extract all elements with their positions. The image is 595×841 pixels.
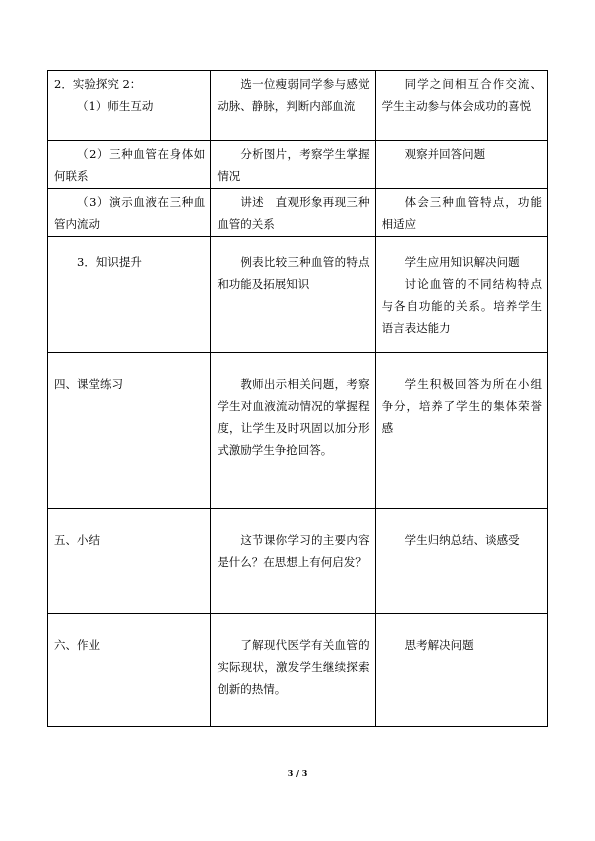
table-row [48, 141, 548, 189]
teacher-activity-cell [211, 71, 375, 141]
student-activity-text: 观察并回答问题 [404, 147, 486, 161]
teacher-activity-text: 例表比较三种血管的特点和功能及拓展知识 [217, 255, 370, 291]
step-cell [48, 614, 211, 727]
student-activity-cell [375, 614, 547, 727]
teacher-activity-text: 这节课你学习的主要内容是什么？在思想上有何启发？ [217, 533, 370, 569]
step-text: （3）演示血液在三种血管内流动 [54, 195, 206, 231]
teacher-activity-cell [211, 353, 375, 509]
lesson-plan-table [47, 70, 548, 727]
student-activity-text: 体会三种血管特点，功能相适应 [381, 195, 542, 231]
step-cell [48, 189, 211, 237]
teacher-activity-cell [211, 237, 375, 353]
page-number: 3 / 3 [287, 768, 308, 778]
student-activity-cell [375, 71, 547, 141]
teacher-activity-cell [211, 141, 375, 189]
student-activity-text: 思考解决问题 [404, 638, 474, 652]
step-cell [48, 141, 211, 189]
student-activity-cell [375, 141, 547, 189]
step-cell [48, 237, 211, 353]
student-activity-cell [375, 353, 547, 509]
step-text: 六、作业 [54, 638, 100, 652]
teacher-activity-text: 教师出示相关问题，考察学生对血液流动情况的掌握程度，让学生及时巩固以加分形式激励学生争抢回答。 [217, 377, 370, 457]
table-row [48, 614, 548, 727]
student-activity-cell [375, 237, 547, 353]
step-text: 四、课堂练习 [54, 377, 123, 391]
step-cell [48, 509, 211, 614]
step-text: （1）师生互动 [77, 99, 154, 113]
student-activity-text: 讨论血管的不同结构特点与各自功能的关系。培养学生语言表达能力 [381, 277, 542, 335]
student-activity-cell [375, 189, 547, 237]
table-row [48, 189, 548, 237]
teacher-activity-text: 讲述 直观形象再现三种血管的关系 [217, 195, 370, 231]
teacher-activity-text: 分析图片，考察学生掌握情况 [217, 147, 370, 183]
teacher-activity-cell [211, 614, 375, 727]
table-row [48, 237, 548, 353]
step-cell [48, 71, 211, 141]
step-text: 2．实验探究 2： [54, 77, 142, 91]
table-row [48, 509, 548, 614]
teacher-activity-text: 选一位瘦弱同学参与感觉动脉、静脉，判断内部血流 [217, 77, 370, 113]
student-activity-text: 同学之间相互合作交流、学生主动参与体会成功的喜悦 [381, 77, 542, 113]
table-row [48, 353, 548, 509]
teacher-activity-cell [211, 189, 375, 237]
student-activity-cell [375, 509, 547, 614]
step-text: （2）三种血管在身体如何联系 [54, 147, 206, 183]
teacher-activity-cell [211, 509, 375, 614]
step-text: 五、小结 [54, 533, 100, 547]
step-cell [48, 353, 211, 509]
student-activity-text: 学生应用知识解决问题 [404, 255, 520, 269]
student-activity-text: 学生积极回答为所在小组争分，培养了学生的集体荣誉感 [381, 377, 542, 435]
step-text: 3．知识提升 [77, 255, 142, 269]
student-activity-text: 学生归纳总结、谈感受 [404, 533, 520, 547]
table-row [48, 71, 548, 141]
teacher-activity-text: 了解现代医学有关血管的实际现状，激发学生继续探索创新的热情。 [217, 638, 370, 696]
